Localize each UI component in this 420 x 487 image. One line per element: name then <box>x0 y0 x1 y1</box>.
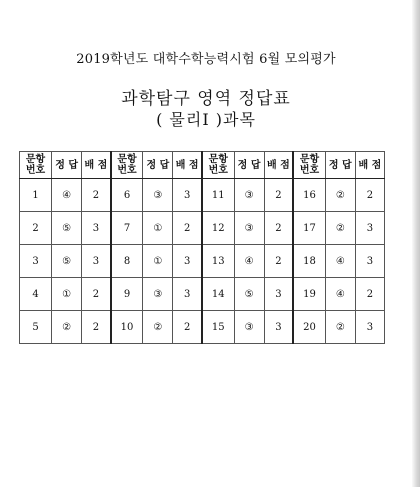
question-number: 2 <box>20 212 52 245</box>
answer-cell: ③ <box>234 179 264 212</box>
header-number-line2: 번호 <box>117 165 137 176</box>
exam-name: 2019학년도 대학수학능력시험 6월 모의평가 <box>76 52 336 67</box>
points-cell: 3 <box>355 245 384 278</box>
page-title: 과학탐구 영역 정답표 <box>121 89 291 109</box>
header-number-line1: 문항 <box>25 154 46 165</box>
question-number: 6 <box>111 179 143 212</box>
answer-cell: ③ <box>143 179 173 212</box>
answer-cell: ⑤ <box>234 278 264 311</box>
header-answer: 정 답 <box>325 152 355 179</box>
question-number: 1 <box>20 179 52 212</box>
answer-key-table <box>19 151 385 344</box>
header-points: 배 점 <box>82 152 111 179</box>
answer-cell: ② <box>52 311 82 344</box>
question-number: 12 <box>202 212 234 245</box>
subject-name: ( 물리Ⅰ )과목 <box>156 110 256 129</box>
points-cell: 3 <box>355 212 384 245</box>
answer-cell: ① <box>143 212 173 245</box>
header-points: 배 점 <box>264 152 293 179</box>
table-row <box>20 179 385 212</box>
question-number: 13 <box>202 245 234 278</box>
points-cell: 2 <box>264 245 293 278</box>
points-cell: 2 <box>82 311 111 344</box>
header-question-number <box>20 152 52 179</box>
answer-cell: ① <box>143 245 173 278</box>
points-cell: 2 <box>264 179 293 212</box>
points-cell: 3 <box>173 245 202 278</box>
header-answer: 정 답 <box>143 152 173 179</box>
points-cell: 3 <box>82 245 111 278</box>
question-number: 10 <box>111 311 143 344</box>
header-number-line1: 문항 <box>299 154 320 165</box>
answer-cell: ④ <box>325 278 355 311</box>
header-number-line2: 번호 <box>299 165 320 176</box>
answer-cell: ② <box>325 311 355 344</box>
answer-cell: ③ <box>234 311 264 344</box>
points-cell: 3 <box>82 212 111 245</box>
answer-cell: ⑤ <box>52 245 82 278</box>
question-number: 19 <box>293 278 325 311</box>
answer-cell: ③ <box>234 212 264 245</box>
question-number: 5 <box>20 311 52 344</box>
answer-cell: ④ <box>325 245 355 278</box>
points-cell: 2 <box>264 212 293 245</box>
question-number: 18 <box>293 245 325 278</box>
answer-cell: ④ <box>234 245 264 278</box>
table-row <box>20 278 385 311</box>
question-number: 15 <box>202 311 234 344</box>
answer-cell: ② <box>325 212 355 245</box>
table-row <box>20 311 385 344</box>
question-number: 11 <box>202 179 234 212</box>
table-row <box>20 245 385 278</box>
question-number: 9 <box>111 278 143 311</box>
header-number-line2: 번호 <box>25 165 46 176</box>
answer-cell: ⑤ <box>52 212 82 245</box>
header-number-line2: 번호 <box>208 165 228 176</box>
header-number-line1: 문항 <box>208 154 228 165</box>
points-cell: 2 <box>82 179 111 212</box>
answer-cell: ② <box>143 311 173 344</box>
question-number: 17 <box>293 212 325 245</box>
table-row <box>20 212 385 245</box>
page-edge-shadow <box>412 0 420 487</box>
points-cell: 2 <box>355 179 384 212</box>
header-points: 배 점 <box>355 152 384 179</box>
question-number: 14 <box>202 278 234 311</box>
points-cell: 3 <box>264 278 293 311</box>
header-answer: 정 답 <box>52 152 82 179</box>
question-number: 16 <box>293 179 325 212</box>
header-number-line1: 문항 <box>117 154 137 165</box>
header-points: 배 점 <box>173 152 202 179</box>
question-number: 20 <box>293 311 325 344</box>
points-cell: 3 <box>173 278 202 311</box>
header-row <box>20 152 385 179</box>
points-cell: 2 <box>82 278 111 311</box>
points-cell: 3 <box>355 311 384 344</box>
answer-cell: ② <box>325 179 355 212</box>
points-cell: 2 <box>173 212 202 245</box>
question-number: 8 <box>111 245 143 278</box>
question-number: 7 <box>111 212 143 245</box>
header-question-number <box>111 152 143 179</box>
points-cell: 3 <box>173 179 202 212</box>
points-cell: 2 <box>355 278 384 311</box>
answer-cell: ① <box>52 278 82 311</box>
answer-cell: ④ <box>52 179 82 212</box>
question-number: 4 <box>20 278 52 311</box>
question-number: 3 <box>20 245 52 278</box>
header-question-number <box>293 152 325 179</box>
points-cell: 3 <box>264 311 293 344</box>
header-answer: 정 답 <box>234 152 264 179</box>
answer-cell: ③ <box>143 278 173 311</box>
header-question-number <box>202 152 234 179</box>
points-cell: 2 <box>173 311 202 344</box>
